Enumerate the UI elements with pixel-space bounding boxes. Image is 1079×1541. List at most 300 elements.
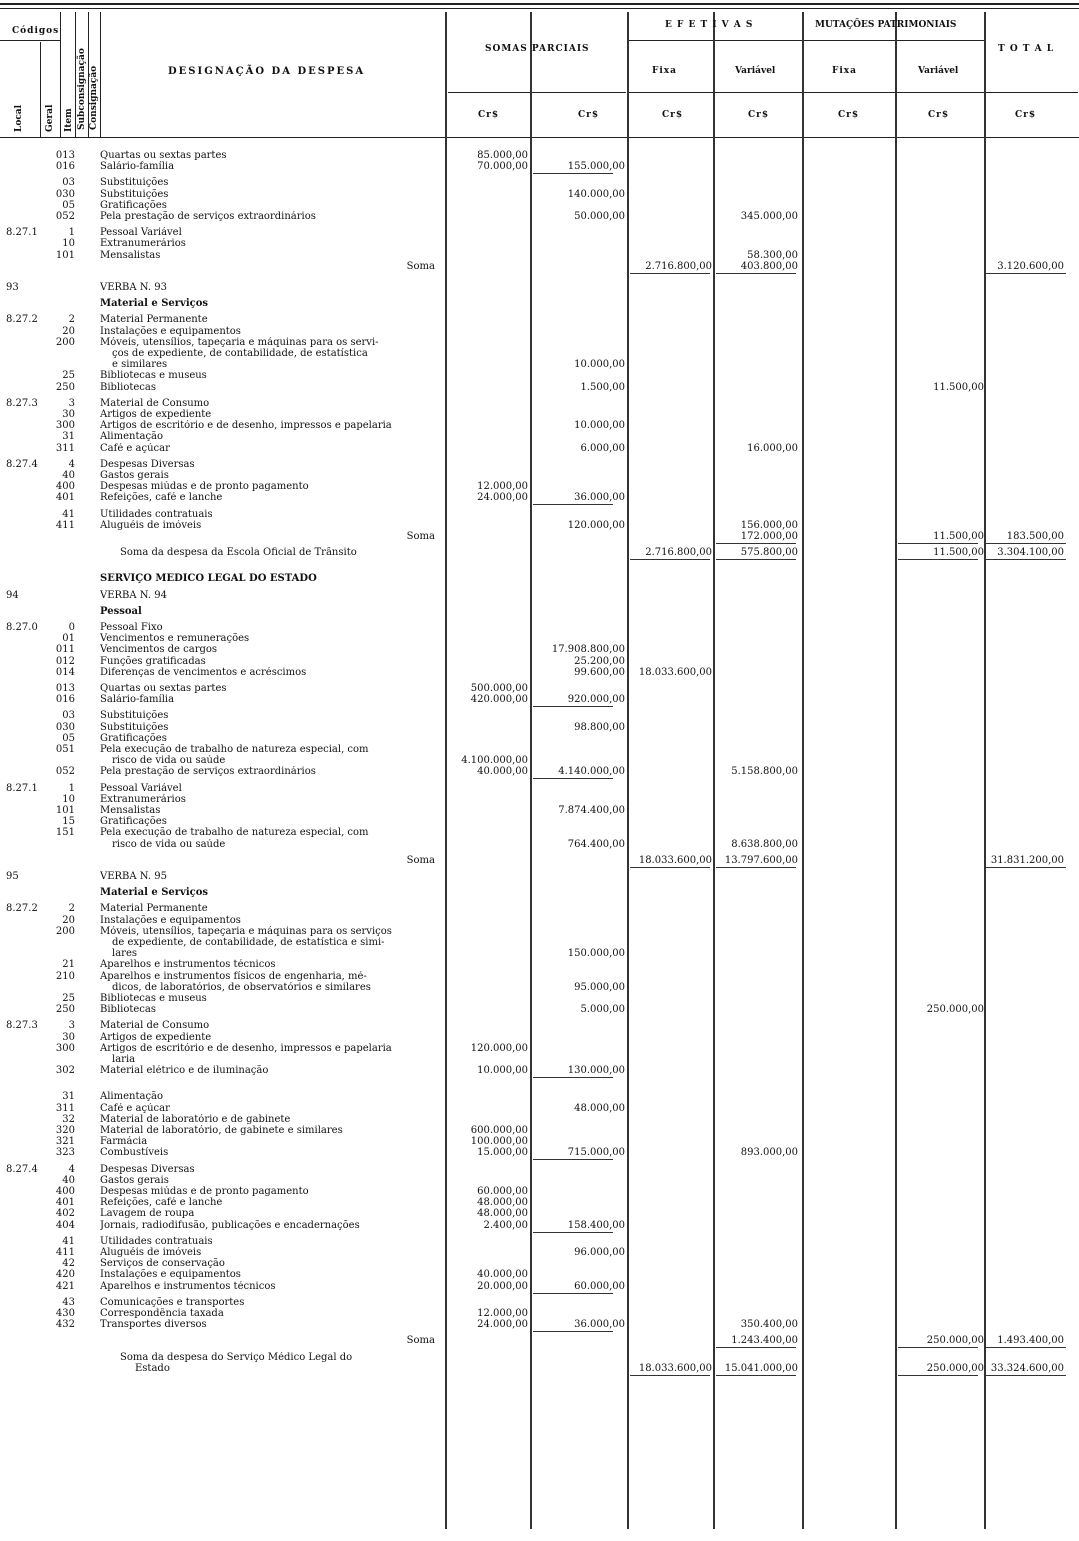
row-description: Gastos gerais [100,470,169,481]
local-code: 8.27.0 [6,622,38,633]
amount-vv: 8.638.800,00 [731,838,798,850]
ledger-row [0,337,1079,349]
item-code: 41 [62,1235,75,1247]
item-code: 014 [55,666,75,678]
item-code: 321 [55,1136,75,1148]
item-code: 32 [62,1113,75,1125]
ledger-row [0,1175,1079,1187]
amount-p2: 920.000,00 [567,694,625,706]
ledger-row [0,744,1079,756]
local-code: 8.27.2 [6,314,38,326]
ledger-row [0,1103,1079,1115]
amount-vv: 13.797.600,00 [724,854,798,866]
item-code: 1 [68,227,75,239]
amount-underline [716,559,796,560]
item-code: 300 [55,1042,75,1054]
local-header: Local [14,104,24,132]
amount-p2: 130.000,00 [567,1065,625,1077]
amount-mv: 250.000,00 [926,1335,984,1347]
ledger-row [0,431,1079,443]
amount-p2: 96.000,00 [574,1247,625,1258]
ledger-row [0,887,1079,899]
item-code: 401 [55,1197,75,1209]
ledger-row [0,1281,1079,1293]
amount-underline [898,543,978,544]
amount-fx: 18.033.600,00 [638,666,712,678]
row-description: Diferenças de vencimentos e acréscimos [100,666,307,678]
amount-p2: 150.000,00 [567,948,625,960]
ledger-row [0,250,1079,262]
efetivas-rule [628,40,808,41]
soma-label: Soma [406,531,435,542]
row-description: Soma da despesa da Escola Oficial de Trânsito [120,547,357,559]
ledger-row [0,1258,1079,1270]
ledger-row [0,1032,1079,1044]
row-description: Material Permanente [100,314,208,326]
amount-tt: 3.120.600,00 [997,260,1064,272]
amount-underline [630,867,710,868]
row-description: dicos, de laboratórios, de observatórios e similares [112,981,371,993]
item-code: 311 [55,442,75,454]
section-title: VERBA N. 94 [100,589,167,601]
ledger-row [0,1308,1079,1320]
amount-underline [533,1331,613,1332]
ledger-row [0,683,1079,695]
mutacoes-header: MUTAÇÕES PATRIMONIAIS [815,20,957,30]
row-description: Bibliotecas e museus [100,370,207,382]
amount-vv: 172.000,00 [740,531,798,542]
amount-vv: 58.300,00 [747,249,798,261]
item-code: 4 [68,1163,75,1175]
row-description: Material de Consumo [100,397,210,409]
item-code: 030 [55,721,75,733]
item-code: 2 [68,903,75,915]
item-code: 012 [55,655,75,667]
ledger-row [0,370,1079,382]
item-code: 210 [55,970,75,982]
local-code: 94 [6,589,19,601]
item-code: 20 [62,325,75,337]
amount-p1: 2.400,00 [483,1219,528,1231]
ledger-row [0,1247,1079,1259]
item-code: 03 [62,177,75,189]
row-description: Aluguéis de imóveis [100,1247,202,1258]
amount-p2: 36.000,00 [574,492,625,504]
local-code: 8.27.3 [6,397,38,409]
amount-underline [533,504,613,505]
row-description: e similares [112,359,168,371]
row-description: Material Permanente [100,903,208,915]
mutacoes-fixa-header: Fixa [832,66,858,76]
ledger-row [0,382,1079,394]
ledger-row [0,710,1079,722]
amount-tt: 31.831.200,00 [990,854,1064,866]
item-code: 101 [55,805,75,816]
amount-underline [533,706,613,707]
row-description: Jornais, radiodifusão, publicações e encadernações [100,1219,360,1231]
item-code: 320 [55,1125,75,1136]
ledger-row [0,1147,1079,1159]
amount-underline [716,273,796,274]
amount-underline [986,559,1066,560]
row-description: Utilidades contratuais [100,508,213,520]
codigos-rule [0,40,60,41]
amount-underline [630,273,710,274]
code-divider [40,42,41,137]
ledger-row [0,733,1079,745]
amount-underline [898,559,978,560]
local-code: 8.27.2 [6,903,38,915]
row-description: Correspondência taxada [100,1308,224,1319]
ledger-row [0,509,1079,521]
item-code: 31 [62,431,75,443]
row-description: Pessoal Fixo [100,622,163,633]
row-description: Aparelhos e instrumentos físicos de engenharia, mé- [100,970,367,982]
amount-vv: 893.000,00 [740,1147,798,1159]
item-code: 15 [62,816,75,828]
amount-mv: 11.500,00 [933,531,984,542]
ledger-row [0,459,1079,471]
row-description: Pela execução de trabalho de natureza especial, com [100,744,369,755]
row-description: Funções gratificadas [100,655,206,667]
item-code: 016 [55,161,75,173]
row-description: Gratificações [100,732,167,744]
ledger-row [0,1208,1079,1220]
row-description: Bibliotecas [100,381,156,393]
amount-underline [630,559,710,560]
amount-fx: 18.033.600,00 [638,1362,712,1374]
amount-p2: 6.000,00 [580,442,625,454]
row-description: Mensalistas [100,805,161,816]
amount-underline [716,867,796,868]
geral-header: Geral [45,104,55,132]
ledger-row [0,915,1079,927]
ledger-row [0,766,1079,778]
amount-p2: 764.400,00 [567,838,625,850]
item-code: 250 [55,1004,75,1016]
item-code: 2 [68,314,75,326]
ledger-row [0,1164,1079,1176]
ledger-row [0,547,1079,559]
row-description: Artigos de expediente [100,1031,212,1043]
amount-underline [898,1347,978,1348]
row-description: Combustíveis [100,1147,169,1159]
local-code: 93 [6,282,19,293]
item-code: 323 [55,1147,75,1159]
top-border-inner [0,8,1079,9]
row-description: Artigos de expediente [100,409,212,420]
ledger-row [0,805,1079,817]
item-code: 013 [55,150,75,161]
currency-label: Cr$ [838,110,860,120]
local-code: 8.27.4 [6,458,38,470]
amount-p1: 85.000,00 [477,150,528,161]
row-description: Gratificações [100,816,167,828]
row-description: Vencimentos de cargos [100,644,218,656]
soma-label: Soma [406,260,435,272]
ledger-row [0,855,1079,867]
item-code: 411 [55,1247,75,1258]
local-code: 95 [6,871,19,882]
row-description: Pela execução de trabalho de natureza especial, com [100,827,369,839]
ledger-row [0,1363,1079,1375]
row-description: Material elétrico e de iluminação [100,1065,269,1077]
item-code: 051 [55,744,75,755]
row-description: Refeições, café e lanche [100,492,223,504]
ledger-row [0,1043,1079,1055]
amount-p1: 600.000,00 [470,1125,528,1136]
ledger-row [0,150,1079,162]
item-code: 25 [62,993,75,1004]
amount-p2: 98.800,00 [574,721,625,733]
row-description: risco de vida ou saúde [112,755,226,767]
efetivas-fixa-header: Fixa [652,66,678,76]
ledger-row [0,926,1079,938]
item-code: 011 [55,644,75,656]
ledger-row [0,606,1079,618]
amount-fx: 18.033.600,00 [638,854,712,866]
amount-p1: 70.000,00 [477,161,528,173]
row-description: Substituições [100,188,169,200]
row-description: Quartas ou sextas partes [100,150,227,161]
item-code: 1 [68,782,75,794]
ledger-row [0,1186,1079,1198]
row-description: Instalações e equipamentos [100,1269,241,1281]
row-description: Salário-família [100,161,175,173]
ledger-row [0,1297,1079,1309]
ledger-row [0,531,1079,543]
row-description: Café e açúcar [100,1102,170,1114]
row-description: Material de laboratório, de gabinete e similares [100,1125,343,1136]
row-description: Alimentação [100,1091,164,1103]
ledger-row [0,298,1079,310]
amount-underline [716,1347,796,1348]
designacao-header: DESIGNAÇÃO DA DESPESA [168,66,366,77]
ledger-row [0,694,1079,706]
amount-vv: 403.800,00 [740,260,798,272]
amount-vv: 1.243.400,00 [731,1335,798,1347]
row-description: Substituições [100,710,169,722]
item-code: 404 [55,1219,75,1231]
amount-underline [986,1375,1066,1376]
ledger-row [0,398,1079,410]
amount-p1: 24.000,00 [477,492,528,504]
amount-p1: 24.000,00 [477,1319,528,1331]
consignacao-header: Consignação [89,65,99,130]
ledger-row [0,590,1079,602]
item-code: 016 [55,694,75,706]
ledger-row [0,1319,1079,1331]
item-code: 430 [55,1308,75,1319]
ledger-row [0,359,1079,371]
amount-underline [533,778,613,779]
amount-underline [533,1232,613,1233]
amount-tt: 33.324.600,00 [990,1362,1064,1374]
ledger-row [0,982,1079,994]
item-code: 200 [55,925,75,937]
row-description: Soma da despesa do Serviço Médico Legal do [120,1351,353,1363]
ledger-row [0,189,1079,201]
ledger-row [0,161,1079,173]
amount-p2: 5.000,00 [580,1004,625,1016]
ledger-row [0,937,1079,949]
amount-p2: 99.600,00 [574,666,625,678]
section-title: Pessoal [100,605,142,617]
amount-p2: 25.200,00 [574,655,625,667]
row-description: Artigos de escritório e de desenho, impressos e papelaria [100,1042,392,1054]
ledger-row [0,227,1079,239]
amount-underline [716,1375,796,1376]
row-description: Bibliotecas e museus [100,993,207,1004]
ledger-row [0,1136,1079,1148]
section-title: VERBA N. 93 [100,282,167,293]
amount-underline [533,1159,613,1160]
amount-underline [533,173,613,174]
local-code: 8.27.3 [6,1020,38,1032]
ledger-row [0,261,1079,273]
row-description: lares [112,948,137,960]
row-description: Bibliotecas [100,1004,156,1016]
amount-underline [986,543,1066,544]
row-description: Móveis, utensílios, tapeçaria e máquinas para os servi- [100,336,379,348]
item-code: 013 [55,683,75,694]
amount-p2: 140.000,00 [567,188,625,200]
amount-vv: 575.800,00 [740,547,798,559]
ledger-row [0,177,1079,189]
amount-p1: 10.000,00 [477,1065,528,1077]
amount-p2: 60.000,00 [574,1280,625,1292]
row-description: Material de laboratório e de gabinete [100,1113,291,1125]
top-border [0,3,1079,5]
currency-label: Cr$ [478,110,500,120]
row-description: risco de vida ou saúde [112,838,226,850]
row-description: Instalações e equipamentos [100,325,241,337]
item-code: 401 [55,492,75,504]
row-description: Pessoal Variável [100,227,182,239]
amount-p1: 420.000,00 [470,694,528,706]
ledger-row [0,783,1079,795]
item-code: 400 [55,1186,75,1197]
ledger-row [0,959,1079,971]
ledger-row [0,667,1079,679]
amount-p1: 100.000,00 [470,1136,528,1148]
ledger-row [0,839,1079,851]
item-code: 20 [62,914,75,926]
ledger-row [0,827,1079,839]
amount-p1: 20.000,00 [477,1280,528,1292]
amount-underline [533,1293,613,1294]
ledger-row [0,492,1079,504]
ledger-row [0,1269,1079,1281]
soma-label: Soma [406,854,435,866]
row-description: Lavagem de roupa [100,1208,195,1220]
item-code: 030 [55,188,75,200]
amount-underline [533,1077,613,1078]
amount-p2: 10.000,00 [574,420,625,432]
item-code: 421 [55,1280,75,1292]
ledger-row [0,348,1079,360]
section-title: Material e Serviços [100,298,209,310]
item-code: 432 [55,1319,75,1331]
row-description: Estado [135,1362,170,1374]
item-code: 400 [55,481,75,493]
amount-p2: 50.000,00 [574,211,625,222]
amount-underline [986,1347,1066,1348]
amount-fx: 2.716.800,00 [645,260,712,272]
row-description: Pela prestação de serviços extraordinários [100,211,316,222]
amount-p1: 15.000,00 [477,1147,528,1159]
ledger-row [0,326,1079,338]
item-code: 21 [62,959,75,971]
item-header: Item [64,108,74,132]
ledger-row [0,282,1079,294]
ledger-row [0,1004,1079,1016]
item-code: 3 [68,397,75,409]
currency-label: Cr$ [1015,110,1037,120]
item-code: 200 [55,336,75,348]
amount-vv: 16.000,00 [747,442,798,454]
row-description: Aparelhos e instrumentos técnicos [100,959,276,971]
amount-tt: 3.304.100,00 [997,547,1064,559]
ledger-row [0,238,1079,250]
ledger-row [0,948,1079,960]
amount-vv: 15.041.000,00 [724,1362,798,1374]
total-header: T O T A L [998,44,1055,54]
ledger-row [0,816,1079,828]
item-code: 101 [55,249,75,261]
amount-underline [898,1375,978,1376]
item-code: 30 [62,1031,75,1043]
ledger-row [0,1114,1079,1126]
row-description: Café e açúcar [100,442,170,454]
item-code: 3 [68,1020,75,1032]
item-code: 151 [55,827,75,839]
amount-underline [716,543,796,544]
amount-mv: 11.500,00 [933,381,984,393]
amount-p1: 12.000,00 [477,481,528,493]
ledger-row [0,443,1079,455]
section-title: SERVIÇO MÉDICO LEGAL DO ESTADO [100,573,317,585]
amount-mv: 250.000,00 [926,1362,984,1374]
amount-p1: 48.000,00 [477,1208,528,1220]
amount-vv: 5.158.800,00 [731,766,798,778]
ledger-row [0,644,1079,656]
ledger-row [0,520,1079,532]
subheader-rule [628,92,1078,93]
row-description: Refeições, café e lanche [100,1197,223,1209]
ledger-row [0,622,1079,634]
item-code: 302 [55,1065,75,1077]
amount-p2: 155.000,00 [567,161,625,173]
amount-p2: 158.400,00 [567,1219,625,1231]
item-code: 10 [62,793,75,805]
item-code: 052 [55,766,75,778]
row-description: Despesas miúdas e de pronto pagamento [100,481,309,493]
amount-p2: 1.500,00 [580,381,625,393]
ledger-row [0,971,1079,983]
amount-vv: 156.000,00 [740,519,798,531]
ledger-row [0,722,1079,734]
ledger-row [0,871,1079,883]
currency-label: Cr$ [662,110,684,120]
code-divider [100,12,101,137]
subconsignacao-header: Subconsignação [77,48,87,130]
ledger-row [0,755,1079,767]
amount-p1: 120.000,00 [470,1042,528,1054]
ledger-row [0,481,1079,493]
ledger-row [0,903,1079,915]
row-description: Comunicações e transportes [100,1296,245,1308]
